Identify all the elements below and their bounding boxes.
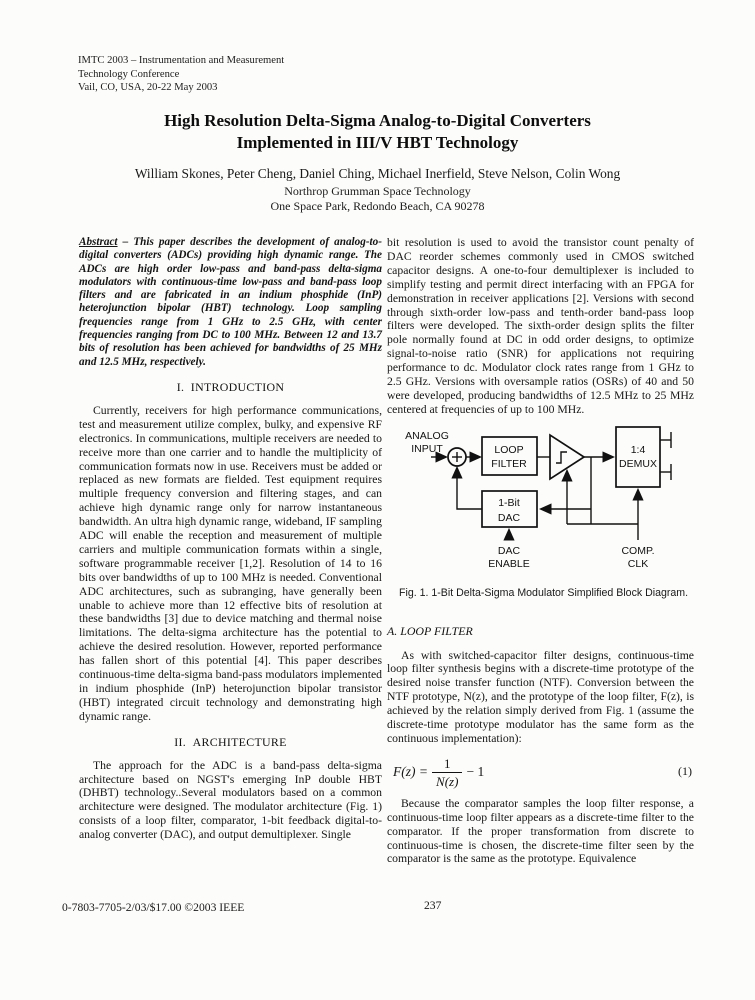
conference-header-line: Vail, CO, USA, 20-22 May 2003 (78, 82, 218, 94)
left-column (79, 236, 382, 842)
label-demux-2: DEMUX (619, 457, 657, 470)
copyright-notice: 0-7803-7705-2/03/$17.00 ©2003 IEEE (62, 901, 245, 914)
section-heading-introduction: I. INTRODUCTION (176, 379, 285, 394)
loop-filter-paragraph-1: As with switched-capacitor filter designs, continuous-time loop filter synthesis begins with a discrete-time prototype of the desired noise transfer function (NTF). Conversion between the NTF prototype, N(z), and the prototype of the loop filter, F(z), is achieved by the relation simply derived from Fig. 1 (assume the discrete-time prototype modulator has the same form as the continuous implementation): (387, 648, 694, 745)
author-list: William Skones, Peter Cheng, Daniel Ching, Michael Inerfield, Steve Nelson, Colin Wong (134, 166, 621, 181)
subsection-heading-loop-filter: A. LOOP FILTER (387, 623, 473, 638)
figure-1-caption: Fig. 1. 1-Bit Delta-Sigma Modulator Simplified Block Diagram. (399, 586, 689, 599)
comparator-step-icon (556, 452, 567, 463)
paper-title-line1: High Resolution Delta-Sigma Analog-to-Digital Converters (164, 111, 591, 130)
figure-1-diagram (387, 425, 694, 573)
affiliation-address: One Space Park, Redondo Beach, CA 90278 (270, 199, 485, 213)
equation-lhs: F(z) = (393, 764, 428, 780)
right-column (387, 236, 694, 866)
page-number: 237 (424, 899, 442, 912)
label-comp-clk-1: COMP. (621, 544, 655, 557)
equation-fraction (432, 756, 463, 789)
affiliation: Northrop Grumman Space Technology (284, 184, 471, 198)
label-loop-filter-2: FILTER (491, 457, 527, 470)
abstract-paragraph (79, 236, 382, 369)
paper-title-line2: Implemented in III/V HBT Technology (236, 133, 519, 152)
demux-block (616, 427, 660, 487)
wire-dac-to-sum (457, 468, 482, 509)
architecture-paragraph-2: bit resolution is used to avoid the transistor count penalty of DAC reorder schemes commonly used in CMOS switched capacitor designs. A one-to-four demultiplexer is included to simplify testing and permit direct interfacing with an FPGA for demonstration in receiver applications [2]. Versions with second through sixth-order low-pass and tenth-order band-pass loop filters were developed. The sixth-order design splits the filter pole normally found at DC in odd order designs, to optimize signal-to-noise ratio (SNR) for applications not requiring performance to dc. Modulator clock rates range from 1 GHz to 2.5 GHz. Versions with oversample ratios (OSRs) of 40 and 50 were developed, producing bandwidths of 12.5 MHz to 25 MHz centered at frequencies of up to 100 MHz. (387, 236, 694, 416)
section-heading-architecture: II. ARCHITECTURE (174, 734, 287, 749)
label-analog-input-2: INPUT (411, 442, 443, 455)
figure-1 (387, 425, 694, 601)
abstract-text: – This paper describes the development of analog-to-digital converters (ADCs) providing high dynamic range. The ADCs are high order low-pass and band-pass delta-sigma modulators with continuous-time low-pass and band-pass loop filters and are fabricated in an indium phosphide (InP) heterojunction bipolar (HBT) technology. Loop sampling frequencies range from 1 GHz to 2.5 GHz, with center frequencies ranging from DC to 100 MHz. Between 12 and 13.7 bits of resolution has been achieved for bandwidths of 25 MHz and 12.5 MHz, respectively. (79, 236, 382, 368)
label-dac-2: DAC (497, 511, 521, 524)
abstract-label: Abstract (79, 236, 118, 248)
paper-title (0, 110, 755, 154)
conference-header (78, 54, 284, 95)
equation-1 (387, 756, 694, 789)
label-analog-input-1: ANALOG (405, 429, 449, 442)
conference-header-line: Technology Conference (78, 68, 180, 80)
label-dac-1: 1-Bit (498, 496, 520, 509)
label-comp-clk-2: CLK (627, 557, 649, 570)
label-dac-enable-2: ENABLE (488, 557, 530, 570)
conference-header-line: IMTC 2003 – Instrumentation and Measurement (78, 55, 285, 66)
equation-tail: − 1 (466, 764, 485, 780)
label-demux-1: 1:4 (630, 443, 646, 456)
equation-denominator: N(z) (436, 773, 459, 789)
equation-number: (1) (678, 764, 692, 779)
loop-filter-paragraph-2: Because the comparator samples the loop filter response, a continuous-time loop filter appears as a discrete-time filter to the comparator. If the proper transformation from discrete to continuous-time is chosen, the discrete-time filter seen by the comparator is the same as the prototype. Equivalence (387, 796, 694, 866)
label-dac-enable-1: DAC (497, 544, 521, 557)
equation-numerator: 1 (432, 756, 463, 773)
architecture-paragraph-1: The approach for the ADC is a band-pass delta-sigma architecture based on NGST's emerging InP double HBT (DHBT) technology..Several modulators based on a common architecture were designed. The modulator architecture (Fig. 1) consists of a loop filter, comparator, 1-bit feedback digital-to-analog converter (DAC), and output demultiplexer. Single (79, 758, 382, 842)
label-loop-filter-1: LOOP (494, 443, 524, 456)
introduction-paragraph: Currently, receivers for high performance communications, test and measurement utilize complex, bulky, and expensive RF electronics. In communications, multiple receivers are needed to receive more than one carrier and to handle the multiplicity of communication formats now in use. Receivers must be added or replaced as new formats are fielded. Test equipment requires multiple frequency conversion and filtering stages, and can achieve high dynamic range only for narrow instantaneous bandwidth. An ultra high dynamic range, wideband, IF sampling ADC will enable the reception and measurement of multiple carriers and multiple communication formats within a single, software programmable receiver [1,2]. Resolution of 14 to 16 bits over bandwidths of up to 100 MHz is needed. Conventional ADC architectures, such as subranging, have generally been unable to achieve more than 12 effective bits of resolution at these bandwidths [3] due to device matching and thermal noise limitations. The delta-sigma architecture has the potential to achieve the desired resolution. However, reported performance has fallen short of this potential [4]. This paper describes continuous-time delta-sigma band-pass modulators implemented in indium phosphide (InP) heterojunction bipolar transistor (HBT) integrated circuit technology and demonstrating high dynamic range. (79, 403, 382, 723)
